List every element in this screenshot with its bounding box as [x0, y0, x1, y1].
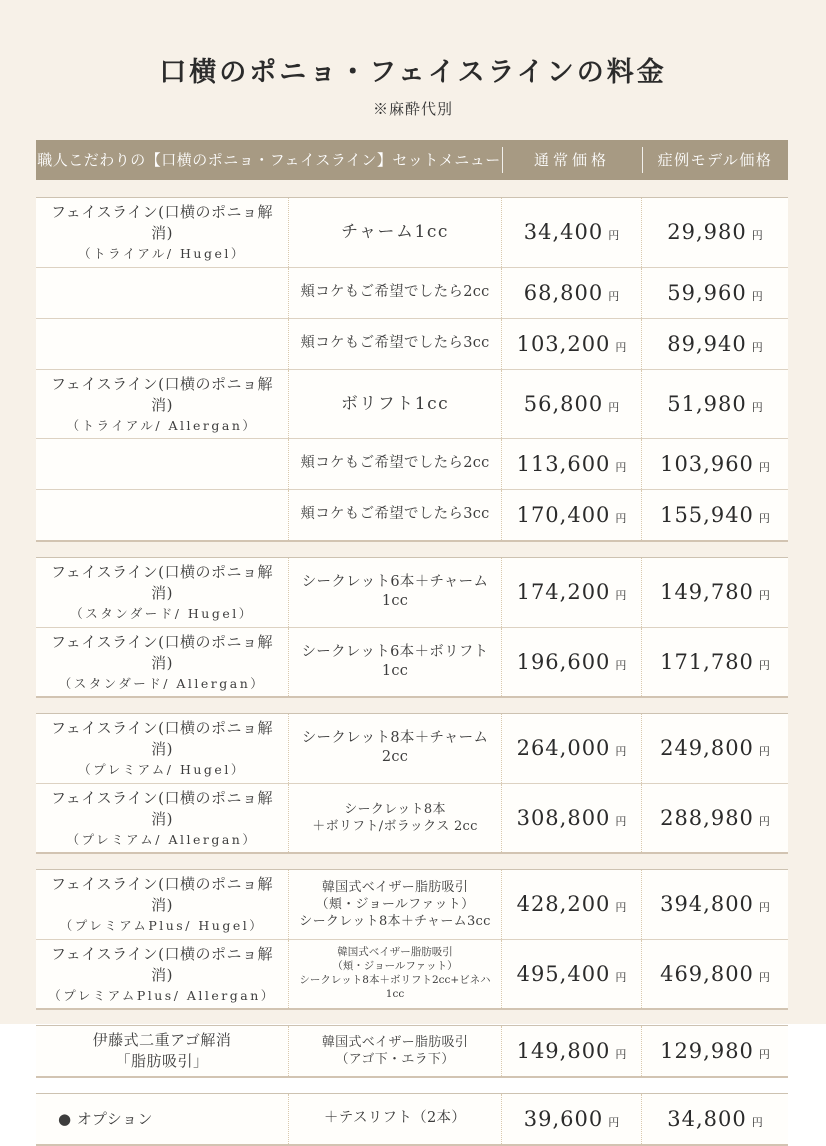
- table-row: [36, 870, 788, 939]
- table-row: [36, 1094, 788, 1144]
- set-menu-name-cell: [36, 784, 288, 853]
- yen-unit: 円: [615, 658, 627, 672]
- menu-detail-line: 韓国式ベイザー脂肪吸引: [321, 1034, 469, 1050]
- set-menu-name-line: ● オプション: [58, 1109, 154, 1128]
- set-menu-name-line: （スタンダード/ Hugel）: [70, 606, 254, 621]
- set-menu-name-line: フェイスライン(口横のポニョ解消): [50, 788, 273, 828]
- model-price-value: 249,800: [660, 736, 754, 761]
- table-header-row: [36, 140, 788, 180]
- yen-unit: 円: [751, 1116, 763, 1129]
- set-menu-name-cell: [36, 1026, 288, 1076]
- table-row: [36, 267, 788, 318]
- model-price-value: 394,800: [660, 892, 754, 917]
- yen-unit: 円: [758, 814, 770, 828]
- table-group: [36, 1093, 788, 1146]
- model-price-value: 103,960: [660, 452, 754, 476]
- normal-price-cell: [502, 628, 642, 697]
- normal-price-value: 308,800: [516, 805, 611, 830]
- model-price-value: 149,780: [660, 580, 754, 605]
- model-price-cell: [642, 268, 788, 318]
- model-price-value: 129,980: [660, 1039, 754, 1063]
- menu-detail-cell: [288, 1094, 502, 1144]
- normal-price-value: 495,400: [516, 961, 611, 986]
- yen-unit: 円: [751, 229, 763, 243]
- yen-unit: 円: [758, 745, 770, 759]
- normal-price-cell: [502, 319, 642, 369]
- page-subtitle: ※麻酔代別: [372, 100, 453, 118]
- menu-detail-cell: [288, 370, 502, 439]
- model-price-cell: [642, 198, 788, 267]
- menu-detail-cell: [288, 268, 502, 318]
- normal-price-cell: [502, 1026, 642, 1076]
- normal-price-cell: [502, 490, 642, 540]
- menu-detail-line: ボリフト1cc: [340, 393, 450, 414]
- table-row: [36, 714, 788, 783]
- normal-price-value: 68,800: [523, 280, 604, 305]
- yen-unit: 円: [751, 400, 763, 414]
- table-body: [36, 197, 788, 1146]
- normal-price-value: 34,400: [523, 220, 604, 245]
- yen-unit: 円: [758, 901, 770, 915]
- set-menu-name-line: フェイスライン(口横のポニョ解消): [50, 632, 273, 672]
- table-row: [36, 783, 788, 853]
- model-price-cell: [642, 714, 788, 783]
- menu-detail-cell: [288, 628, 502, 697]
- set-menu-name-cell: [36, 1094, 288, 1144]
- menu-detail-line: 頬コケもご希望でしたら3cc: [300, 506, 490, 523]
- normal-price-cell: [502, 198, 642, 267]
- menu-detail-line: シークレット8本: [344, 801, 446, 817]
- normal-price-value: 113,600: [516, 452, 611, 476]
- table-row: [36, 198, 788, 267]
- page-title: 口横のポニョ・フェイスラインの料金: [159, 57, 667, 88]
- table-row: [36, 438, 788, 489]
- normal-price-value: 174,200: [516, 580, 611, 605]
- yen-unit: 円: [615, 461, 627, 474]
- model-price-value: 89,940: [667, 331, 747, 356]
- menu-detail-line: 韓国式ベイザー脂肪吸引: [321, 879, 469, 895]
- model-price-cell: [642, 628, 788, 697]
- menu-detail-line: シークレット6本＋ボリフト1cc: [301, 643, 489, 679]
- set-menu-name-line: フェイスライン(口横のポニョ解消): [50, 944, 273, 984]
- normal-price-value: 149,800: [516, 1039, 611, 1063]
- normal-price-cell: [502, 784, 642, 853]
- set-menu-name-cell: [36, 628, 288, 697]
- menu-detail-cell: [288, 319, 502, 369]
- normal-price-cell: [502, 940, 642, 1009]
- price-table: [36, 140, 788, 1146]
- table-group: [36, 869, 788, 1010]
- model-price-cell: [642, 439, 788, 489]
- menu-detail-line: 頬コケもご希望でしたら3cc: [300, 334, 490, 351]
- menu-detail-cell: [288, 784, 502, 853]
- normal-price-value: 170,400: [516, 503, 611, 527]
- set-menu-name-line: （プレミアム/ Allergan）: [66, 831, 258, 847]
- model-price-value: 34,800: [667, 1107, 747, 1131]
- yen-unit: 円: [758, 1048, 770, 1061]
- yen-unit: 円: [615, 589, 627, 603]
- normal-price-cell: [502, 268, 642, 318]
- yen-unit: 円: [615, 512, 627, 525]
- set-menu-name-line: 「脂肪吸引」: [115, 1052, 209, 1070]
- menu-detail-line: 韓国式ベイザー脂肪吸引: [337, 946, 453, 959]
- yen-unit: 円: [758, 970, 770, 984]
- model-price-cell: [642, 784, 788, 853]
- menu-detail-line: シークレット8本＋ボリフト2cc+ビネハ1cc: [299, 973, 491, 1000]
- table-group: [36, 1025, 788, 1078]
- model-price-value: 155,940: [660, 503, 754, 527]
- model-price-value: 51,980: [667, 391, 747, 416]
- set-menu-name-line: （トライアル/ Allergan）: [66, 417, 258, 433]
- table-row: [36, 489, 788, 540]
- set-menu-name-cell: [36, 370, 288, 439]
- model-price-value: 288,980: [660, 805, 754, 830]
- set-menu-name-cell: [36, 439, 288, 489]
- set-menu-name-line: （プレミアム/ Hugel）: [78, 762, 246, 777]
- set-menu-name-line: 伊藤式二重アゴ解消: [92, 1031, 232, 1049]
- menu-detail-line: シークレット8本＋チャーム2cc: [301, 730, 489, 766]
- set-menu-name-line: フェイスライン(口横のポニョ解消): [50, 374, 273, 414]
- set-menu-name-cell: [36, 940, 288, 1009]
- table-row: [36, 318, 788, 369]
- model-price-cell: [642, 870, 788, 939]
- set-menu-name-cell: [36, 198, 288, 267]
- model-price-value: 29,980: [667, 220, 747, 245]
- yen-unit: 円: [758, 589, 770, 603]
- model-price-value: 171,780: [660, 649, 754, 674]
- set-menu-name-cell: [36, 319, 288, 369]
- model-price-value: 469,800: [660, 961, 754, 986]
- menu-detail-cell: [288, 714, 502, 783]
- yen-unit: 円: [751, 289, 763, 303]
- normal-price-cell: [502, 558, 642, 627]
- set-menu-name-line: （スタンダード/ Allergan）: [58, 675, 266, 691]
- yen-unit: 円: [615, 340, 627, 354]
- model-price-value: 59,960: [667, 280, 747, 305]
- normal-price-value: 196,600: [516, 649, 611, 674]
- table-row: [36, 939, 788, 1009]
- set-menu-name-line: フェイスライン(口横のポニョ解消): [50, 203, 273, 242]
- table-group: [36, 197, 788, 542]
- normal-price-cell: [502, 439, 642, 489]
- model-price-cell: [642, 558, 788, 627]
- header-model-price: 症例モデル価格: [642, 140, 788, 180]
- menu-detail-line: シークレット8本＋チャーム3cc: [299, 913, 491, 929]
- table-row: [36, 1026, 788, 1076]
- menu-detail-line: シークレット6本＋チャーム1cc: [301, 574, 489, 610]
- normal-price-value: 264,000: [516, 736, 611, 761]
- yen-unit: 円: [758, 512, 770, 525]
- menu-detail-cell: [288, 1026, 502, 1076]
- normal-price-value: 39,600: [523, 1107, 604, 1131]
- normal-price-value: 103,200: [516, 331, 611, 356]
- menu-detail-line: 頬コケもご希望でしたら2cc: [300, 455, 490, 472]
- set-menu-name-line: （プレミアムPlus/ Allergan）: [48, 987, 276, 1003]
- menu-detail-line: （頬・ジョールファット）: [332, 959, 458, 972]
- model-price-cell: [642, 319, 788, 369]
- model-price-cell: [642, 1026, 788, 1076]
- table-row: [36, 627, 788, 697]
- menu-detail-line: （頬・ジョールファット）: [315, 896, 475, 912]
- menu-detail-line: チャーム1cc: [341, 222, 449, 243]
- menu-detail-line: ＋ボリフト/ボラックス 2cc: [312, 818, 478, 834]
- menu-detail-cell: [288, 558, 502, 627]
- yen-unit: 円: [608, 400, 620, 414]
- menu-detail-cell: [288, 198, 502, 267]
- normal-price-cell: [502, 370, 642, 439]
- menu-detail-cell: [288, 439, 502, 489]
- set-menu-name-cell: [36, 558, 288, 627]
- yen-unit: 円: [608, 289, 620, 303]
- set-menu-name-line: フェイスライン(口横のポニョ解消): [50, 719, 273, 758]
- normal-price-cell: [502, 870, 642, 939]
- set-menu-name-line: フェイスライン(口横のポニョ解消): [50, 563, 273, 602]
- menu-detail-line: （アゴ下・エラ下）: [335, 1052, 455, 1067]
- table-group: [36, 557, 788, 698]
- menu-detail-line: ＋テスリフト（2本）: [323, 1110, 467, 1127]
- normal-price-cell: [502, 714, 642, 783]
- table-row: [36, 558, 788, 627]
- normal-price-cell: [502, 1094, 642, 1144]
- yen-unit: 円: [615, 901, 627, 915]
- set-menu-name-line: （プレミアムPlus/ Hugel）: [59, 918, 265, 933]
- yen-unit: 円: [615, 814, 627, 828]
- yen-unit: 円: [608, 229, 620, 243]
- model-price-cell: [642, 370, 788, 439]
- yen-unit: 円: [615, 745, 627, 759]
- table-row: [36, 369, 788, 439]
- set-menu-name-cell: [36, 490, 288, 540]
- table-group: [36, 713, 788, 854]
- normal-price-value: 56,800: [523, 391, 604, 416]
- menu-detail-cell: [288, 490, 502, 540]
- header-normal-price: 通常価格: [502, 140, 642, 180]
- yen-unit: 円: [758, 658, 770, 672]
- model-price-cell: [642, 1094, 788, 1144]
- yen-unit: 円: [615, 1048, 627, 1061]
- set-menu-name-line: （トライアル/ Hugel）: [78, 246, 246, 261]
- yen-unit: 円: [751, 340, 763, 354]
- header-set-menu: 職人こだわりの【口横のポニョ・フェイスライン】セットメニュー: [37, 151, 501, 169]
- yen-unit: 円: [758, 461, 770, 474]
- set-menu-name-line: フェイスライン(口横のポニョ解消): [50, 875, 273, 914]
- set-menu-name-cell: [36, 870, 288, 939]
- set-menu-name-cell: [36, 268, 288, 318]
- set-menu-name-cell: [36, 714, 288, 783]
- yen-unit: 円: [608, 1116, 620, 1129]
- model-price-cell: [642, 940, 788, 1009]
- menu-detail-cell: [288, 940, 502, 1009]
- menu-detail-cell: [288, 870, 502, 939]
- normal-price-value: 428,200: [516, 892, 611, 917]
- yen-unit: 円: [615, 970, 627, 984]
- model-price-cell: [642, 490, 788, 540]
- menu-detail-line: 頬コケもご希望でしたら2cc: [300, 283, 490, 300]
